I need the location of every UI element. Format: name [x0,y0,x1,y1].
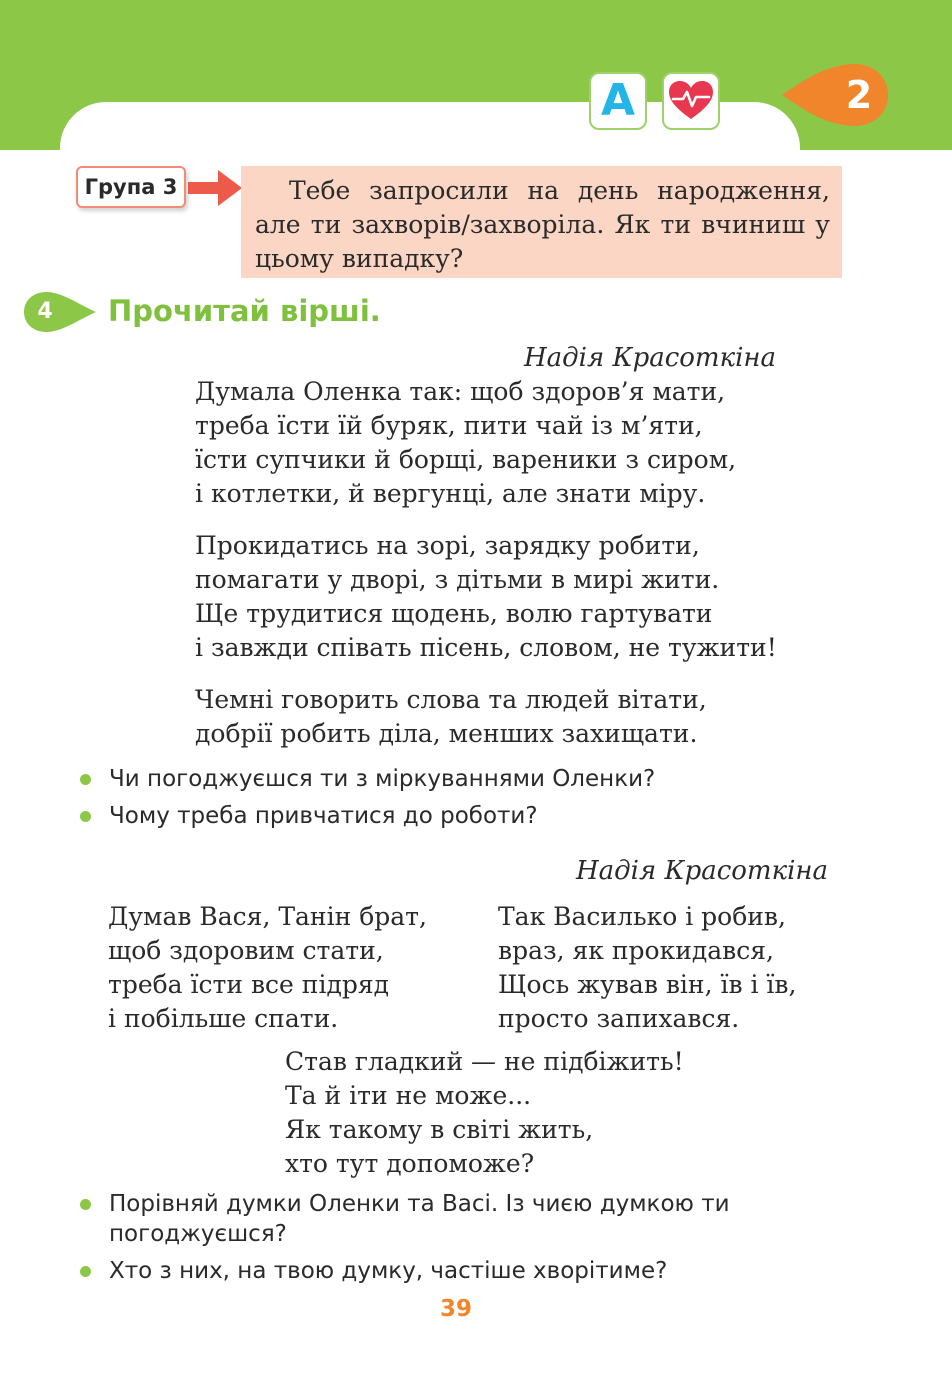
poem-line: щоб здоровим стати, [108,936,384,965]
poem-line: Щось жував він, їв і їв, [498,970,797,999]
poem-line: Думала Оленка так: щоб здоров’я мати, [195,377,726,406]
question-text: Порівняй думки Оленки та Васі. Із чиєю думкою ти погоджуєшся? [109,1191,730,1247]
page-number: 39 [439,1296,472,1322]
heart-pulse-svg [667,79,715,123]
poem2-author: Надія Красоткіна [576,856,829,886]
poem-line: Думав Вася, Танін брат, [108,902,427,931]
poem1-stanza-3 [195,683,707,751]
bullet-icon [80,1199,91,1210]
poem-line: просто запихався. [498,1004,740,1033]
poem1-stanza-1 [195,375,736,511]
poem1-stanza-2 [195,529,777,665]
question-text: Чи погоджуєшся ти з міркуваннями Оленки? [109,766,656,792]
poem-line: їсти супчики й борщі, вареники з сиром, [195,445,737,474]
poem-line: Чемні говорить слова та людей вітати, [195,685,707,714]
poem-line: добрії робить діла, менших захищати. [195,719,698,748]
poem-line: і завжди співать пісень, словом, не тужити! [195,633,777,662]
group-task-text: Тебе запросили на день народження, але ти захворів/захворіла. Як ти вчиниш у цьому випадку? [241,166,842,278]
poem-line: Прокидатись на зорі, зарядку робити, [195,531,700,560]
poem-line: Як такому в світі жить, [285,1115,594,1144]
poem-line: треба їсти їй буряк, пити чай із м’яти, [195,411,703,440]
poem-line: Став гладкий — не підбіжить! [285,1047,684,1076]
letter-a-icon [589,72,647,130]
question-item [80,801,852,831]
poem-line: Так Василько і робив, [498,902,786,931]
poem2-stanza-right [498,900,796,1036]
poem2-stanza-left [108,900,427,1036]
question-item [80,1189,852,1249]
poem-line: Та й іти не може... [285,1081,532,1110]
arrow-right-icon [188,168,242,208]
bullet-icon [80,774,91,785]
question-text: Хто з них, на твою думку, частіше хворітиме? [109,1258,668,1284]
heart-pulse-icon [662,72,720,130]
poem-line: Ще трудитися щодень, волю гартувати [195,599,713,628]
task-number: 4 [37,299,53,324]
poem-line: і котлетки, й вергунці, але знати міру. [195,479,706,508]
question-item [80,764,852,794]
group-badge: Група 3 [76,166,186,208]
poem-line: треба їсти все підряд [108,970,390,999]
letter-a-glyph: А [600,75,636,126]
poem2-stanza-bottom [285,1045,684,1181]
chapter-number: 2 [845,73,873,117]
question-text: Чому треба привчатися до роботи? [109,803,538,829]
poem-line: враз, як прокидався, [498,936,774,965]
poem1-author: Надія Красоткіна [524,343,777,373]
bullet-icon [80,1266,91,1277]
poem-line: хто тут допоможе? [285,1149,535,1178]
bullet-icon [80,811,91,822]
poem-line: помагати у дворі, з дітьми в мирі жити. [195,565,720,594]
poem-line: і побільше спати. [108,1004,339,1033]
question-item [80,1256,852,1286]
task-title: Прочитай вірші. [108,294,381,328]
